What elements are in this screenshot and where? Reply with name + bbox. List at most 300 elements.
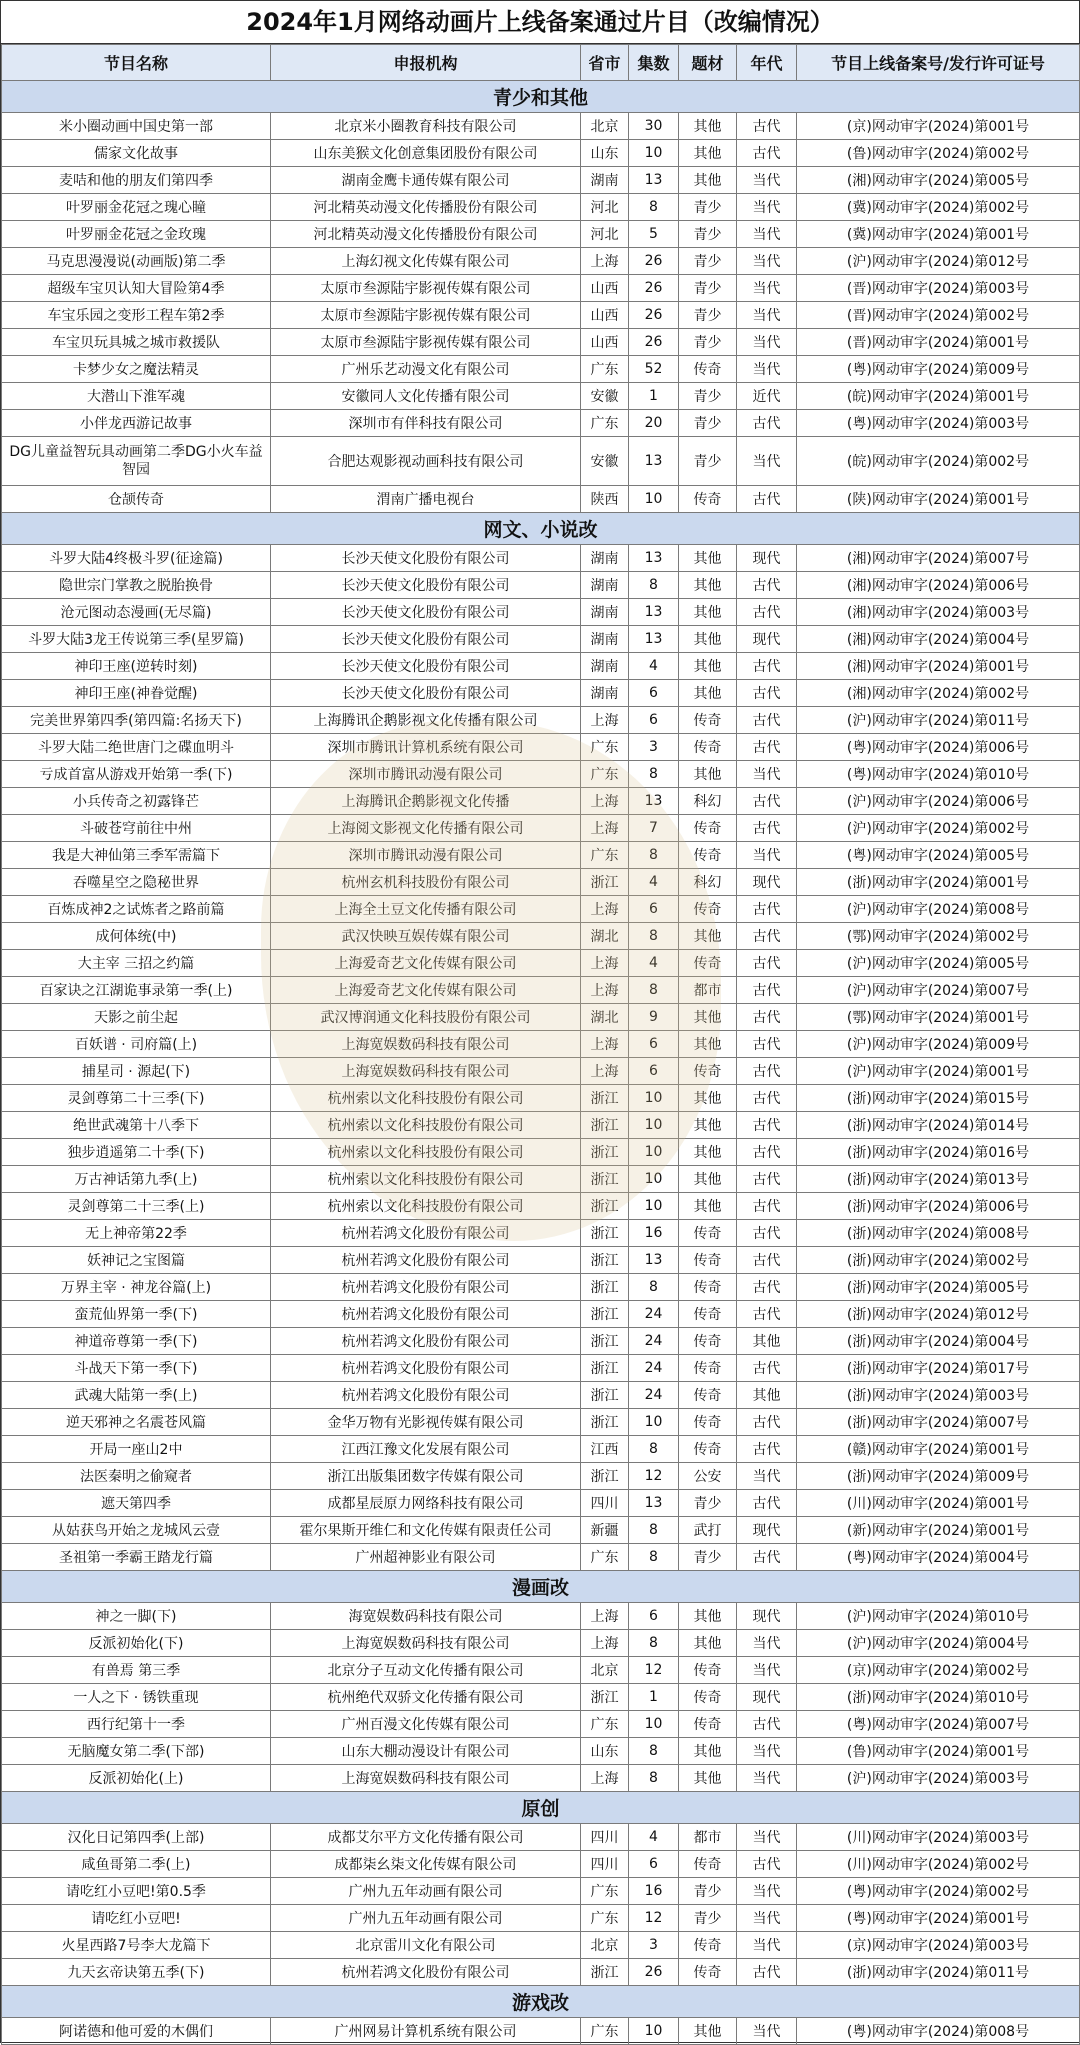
episodes-cell: 3 [629,1932,679,1959]
genre-cell: 都市 [679,977,737,1004]
episodes-cell: 26 [629,248,679,275]
genre-cell: 其他 [679,1139,737,1166]
episodes-cell: 8 [629,1436,679,1463]
title-cell: 吞噬星空之隐秘世界 [2,869,271,896]
province-cell: 湖南 [581,680,629,707]
title-cell: DG儿童益智玩具动画第二季DG小火车益智园 [2,437,271,486]
province-cell: 上海 [581,815,629,842]
license-number-cell: (浙)网动审字(2024)第003号 [797,1382,1080,1409]
table-row [2,1004,1080,1031]
license-number-cell: (湘)网动审字(2024)第001号 [797,653,1080,680]
license-number-cell: (粤)网动审字(2024)第006号 [797,734,1080,761]
title-cell: 神之一脚(下) [2,1603,271,1630]
table-row [2,1959,1080,1986]
province-cell: 浙江 [581,1382,629,1409]
title-cell: 蛮荒仙界第一季(下) [2,1301,271,1328]
license-number-cell: (沪)网动审字(2024)第006号 [797,788,1080,815]
table-row [2,545,1080,572]
episodes-cell: 1 [629,1684,679,1711]
license-number-cell: (浙)网动审字(2024)第001号 [797,869,1080,896]
table-row [2,275,1080,302]
province-cell: 浙江 [581,1301,629,1328]
title-cell: 神印王座(逆转时刻) [2,653,271,680]
table-row [2,788,1080,815]
table-row [2,1220,1080,1247]
era-cell: 当代 [737,167,797,194]
title-cell: 大主宰 三招之约篇 [2,950,271,977]
episodes-cell: 8 [629,1765,679,1792]
genre-cell: 其他 [679,1004,737,1031]
province-cell: 浙江 [581,1112,629,1139]
province-cell: 广东 [581,761,629,788]
organization-cell: 杭州若鸿文化股份有限公司 [271,1220,581,1247]
genre-cell: 其他 [679,1193,737,1220]
era-cell: 古代 [737,1139,797,1166]
organization-cell: 金华万物有光影视传媒有限公司 [271,1409,581,1436]
organization-cell: 山东美猴文化创意集团股份有限公司 [271,140,581,167]
era-cell: 近代 [737,383,797,410]
province-cell: 广东 [581,1905,629,1932]
era-cell: 古代 [737,977,797,1004]
episodes-cell: 8 [629,923,679,950]
province-cell: 安徽 [581,437,629,486]
table-row [2,1247,1080,1274]
organization-cell: 上海爱奇艺文化传媒有限公司 [271,977,581,1004]
genre-cell: 传奇 [679,1959,737,1986]
section-header-row [2,1792,1080,1824]
table-row [2,1851,1080,1878]
license-number-cell: (晋)网动审字(2024)第001号 [797,329,1080,356]
genre-cell: 传奇 [679,1328,737,1355]
title-cell: 有兽焉 第三季 [2,1657,271,1684]
organization-cell: 上海宽娱数码科技有限公司 [271,1765,581,1792]
era-cell: 其他 [737,1382,797,1409]
province-cell: 湖北 [581,1004,629,1031]
organization-cell: 广州九五年动画有限公司 [271,1905,581,1932]
title-cell: 百炼成神2之试炼者之路前篇 [2,896,271,923]
organization-cell: 长沙天使文化股份有限公司 [271,572,581,599]
title-cell: 无脑魔女第二季(下部) [2,1738,271,1765]
title-cell: 阿诺德和他可爱的木偶们 [2,2018,271,2045]
era-cell: 古代 [737,1166,797,1193]
episodes-cell: 13 [629,437,679,486]
episodes-cell: 5 [629,221,679,248]
province-cell: 浙江 [581,1684,629,1711]
genre-cell: 传奇 [679,1382,737,1409]
era-cell: 古代 [737,113,797,140]
genre-cell: 其他 [679,1085,737,1112]
episodes-cell: 26 [629,1959,679,1986]
license-number-cell: (湘)网动审字(2024)第005号 [797,167,1080,194]
province-cell: 浙江 [581,1085,629,1112]
genre-cell: 武打 [679,1517,737,1544]
table-row [2,626,1080,653]
episodes-cell: 6 [629,680,679,707]
province-cell: 湖南 [581,626,629,653]
title-cell: 圣祖第一季霸王踏龙行篇 [2,1544,271,1571]
organization-cell: 广州网易计算机系统有限公司 [271,2018,581,2045]
license-number-cell: (浙)网动审字(2024)第009号 [797,1463,1080,1490]
title-cell: 天影之前尘起 [2,1004,271,1031]
era-cell: 当代 [737,329,797,356]
genre-cell: 其他 [679,545,737,572]
section-header-row [2,81,1080,113]
era-cell: 当代 [737,1630,797,1657]
episodes-cell: 26 [629,329,679,356]
genre-cell: 传奇 [679,1684,737,1711]
organization-cell: 杭州索以文化科技股份有限公司 [271,1166,581,1193]
province-cell: 北京 [581,113,629,140]
episodes-cell: 10 [629,1139,679,1166]
era-cell: 当代 [737,437,797,486]
province-cell: 上海 [581,1765,629,1792]
license-number-cell: (粤)网动审字(2024)第007号 [797,1711,1080,1738]
license-number-cell: (浙)网动审字(2024)第008号 [797,1220,1080,1247]
era-cell: 当代 [737,1905,797,1932]
table-row [2,1932,1080,1959]
license-number-cell: (鲁)网动审字(2024)第001号 [797,1738,1080,1765]
title-cell: 斗破苍穹前往中州 [2,815,271,842]
era-cell: 古代 [737,599,797,626]
license-number-cell: (浙)网动审字(2024)第004号 [797,1328,1080,1355]
era-cell: 当代 [737,248,797,275]
genre-cell: 青少 [679,329,737,356]
era-cell: 古代 [737,1058,797,1085]
license-number-cell: (沪)网动审字(2024)第008号 [797,896,1080,923]
era-cell: 古代 [737,707,797,734]
title-cell: 车宝贝玩具城之城市救援队 [2,329,271,356]
province-cell: 湖南 [581,545,629,572]
title-cell: 叶罗丽金花冠之金玫瑰 [2,221,271,248]
organization-cell: 长沙天使文化股份有限公司 [271,545,581,572]
province-cell: 浙江 [581,1409,629,1436]
title-cell: 从姑获鸟开始之龙城风云壹 [2,1517,271,1544]
era-cell: 古代 [737,1959,797,1986]
era-cell: 现代 [737,545,797,572]
province-cell: 山东 [581,140,629,167]
genre-cell: 公安 [679,1463,737,1490]
era-cell: 古代 [737,1112,797,1139]
table-row [2,653,1080,680]
organization-cell: 杭州若鸿文化股份有限公司 [271,1382,581,1409]
license-number-cell: (粤)网动审字(2024)第010号 [797,761,1080,788]
era-cell: 古代 [737,653,797,680]
organization-cell: 杭州若鸿文化股份有限公司 [271,1247,581,1274]
episodes-cell: 6 [629,1603,679,1630]
organization-cell: 杭州绝代双骄文化传播有限公司 [271,1684,581,1711]
genre-cell: 传奇 [679,1436,737,1463]
table-row [2,1355,1080,1382]
title-cell: 一人之下 · 锈铁重现 [2,1684,271,1711]
episodes-cell: 10 [629,486,679,513]
genre-cell: 其他 [679,761,737,788]
genre-cell: 传奇 [679,734,737,761]
title-cell: 请吃红小豆吧!第0.5季 [2,1878,271,1905]
license-number-cell: (沪)网动审字(2024)第009号 [797,1031,1080,1058]
table-row [2,1166,1080,1193]
title-cell: 马克思漫漫说(动画版)第二季 [2,248,271,275]
title-cell: 叶罗丽金花冠之瑰心瞳 [2,194,271,221]
organization-cell: 成都星辰原力网络科技有限公司 [271,1490,581,1517]
episodes-cell: 30 [629,113,679,140]
genre-cell: 其他 [679,140,737,167]
episodes-cell: 3 [629,734,679,761]
episodes-cell: 10 [629,1166,679,1193]
genre-cell: 其他 [679,680,737,707]
license-number-cell: (沪)网动审字(2024)第005号 [797,950,1080,977]
era-cell: 古代 [737,140,797,167]
episodes-cell: 8 [629,761,679,788]
license-number-cell: (鄂)网动审字(2024)第002号 [797,923,1080,950]
genre-cell: 传奇 [679,950,737,977]
organization-cell: 河北精英动漫文化传播股份有限公司 [271,221,581,248]
genre-cell: 青少 [679,302,737,329]
license-number-cell: (浙)网动审字(2024)第013号 [797,1166,1080,1193]
organization-cell: 合肥达观影视动画科技有限公司 [271,437,581,486]
era-cell: 古代 [737,923,797,950]
license-number-cell: (沪)网动审字(2024)第002号 [797,815,1080,842]
title-cell: 咸鱼哥第二季(上) [2,1851,271,1878]
genre-cell: 青少 [679,383,737,410]
header-province: 省市 [581,45,629,81]
title-cell: 捕星司 · 源起(下) [2,1058,271,1085]
genre-cell: 青少 [679,1878,737,1905]
table-row [2,356,1080,383]
table-row [2,1878,1080,1905]
genre-cell: 其他 [679,1765,737,1792]
title-cell: 小伴龙西游记故事 [2,410,271,437]
era-cell: 当代 [737,1463,797,1490]
license-number-cell: (粤)网动审字(2024)第001号 [797,1905,1080,1932]
license-number-cell: (沪)网动审字(2024)第003号 [797,1765,1080,1792]
title-cell: 火星西路7号李大龙篇下 [2,1932,271,1959]
organization-cell: 山东大棚动漫设计有限公司 [271,1738,581,1765]
title-cell: 汉化日记第四季(上部) [2,1824,271,1851]
era-cell: 其他 [737,1328,797,1355]
table-row [2,1274,1080,1301]
genre-cell: 其他 [679,626,737,653]
organization-cell: 长沙天使文化股份有限公司 [271,599,581,626]
title-cell: 万界主宰 · 神龙谷篇(上) [2,1274,271,1301]
organization-cell: 深圳市腾讯动漫有限公司 [271,842,581,869]
episodes-cell: 13 [629,788,679,815]
era-cell: 古代 [737,1004,797,1031]
license-number-cell: (浙)网动审字(2024)第016号 [797,1139,1080,1166]
province-cell: 广东 [581,1544,629,1571]
province-cell: 安徽 [581,383,629,410]
province-cell: 浙江 [581,1247,629,1274]
province-cell: 广东 [581,1711,629,1738]
table-row [2,410,1080,437]
organization-cell: 成都艾尔平方文化传播有限公司 [271,1824,581,1851]
organization-cell: 深圳市腾讯动漫有限公司 [271,761,581,788]
table-row [2,221,1080,248]
section-title: 网文、小说改 [2,513,1080,545]
province-cell: 北京 [581,1932,629,1959]
table-row [2,680,1080,707]
province-cell: 广东 [581,2018,629,2045]
genre-cell: 传奇 [679,1355,737,1382]
era-cell: 当代 [737,842,797,869]
episodes-cell: 10 [629,140,679,167]
episodes-cell: 24 [629,1301,679,1328]
license-number-cell: (川)网动审字(2024)第001号 [797,1490,1080,1517]
era-cell: 现代 [737,626,797,653]
license-number-cell: (粤)网动审字(2024)第003号 [797,410,1080,437]
era-cell: 当代 [737,2018,797,2045]
province-cell: 四川 [581,1824,629,1851]
genre-cell: 传奇 [679,1247,737,1274]
genre-cell: 其他 [679,572,737,599]
license-number-cell: (沪)网动审字(2024)第001号 [797,1058,1080,1085]
organization-cell: 上海宽娱数码科技有限公司 [271,1058,581,1085]
organization-cell: 长沙天使文化股份有限公司 [271,626,581,653]
genre-cell: 传奇 [679,815,737,842]
episodes-cell: 13 [629,1247,679,1274]
genre-cell: 传奇 [679,1220,737,1247]
episodes-cell: 24 [629,1382,679,1409]
province-cell: 山西 [581,329,629,356]
genre-cell: 青少 [679,1490,737,1517]
era-cell: 当代 [737,1765,797,1792]
genre-cell: 其他 [679,167,737,194]
organization-cell: 浙江出版集团数字传媒有限公司 [271,1463,581,1490]
section-title: 游戏改 [2,1986,1080,2018]
episodes-cell: 13 [629,167,679,194]
table-row [2,437,1080,486]
organization-cell: 杭州若鸿文化股份有限公司 [271,1355,581,1382]
table-row [2,1463,1080,1490]
license-number-cell: (鄂)网动审字(2024)第001号 [797,1004,1080,1031]
episodes-cell: 13 [629,545,679,572]
license-number-cell: (浙)网动审字(2024)第017号 [797,1355,1080,1382]
era-cell: 古代 [737,1301,797,1328]
genre-cell: 其他 [679,1630,737,1657]
episodes-cell: 10 [629,1711,679,1738]
title-cell: 神印王座(神眷觉醒) [2,680,271,707]
genre-cell: 传奇 [679,486,737,513]
license-number-cell: (冀)网动审字(2024)第001号 [797,221,1080,248]
genre-cell: 其他 [679,1738,737,1765]
title-cell: 百家诀之江湖诡事录第一季(上) [2,977,271,1004]
title-cell: 沧元图动态漫画(无尽篇) [2,599,271,626]
organization-cell: 太原市叁源陆宇影视传媒有限公司 [271,275,581,302]
episodes-cell: 8 [629,194,679,221]
title-cell: 斗罗大陆4终极斗罗(征途篇) [2,545,271,572]
province-cell: 山西 [581,275,629,302]
title-cell: 法医秦明之偷窥者 [2,1463,271,1490]
era-cell: 古代 [737,1031,797,1058]
title-cell: 超级车宝贝认知大冒险第4季 [2,275,271,302]
episodes-cell: 6 [629,1031,679,1058]
province-cell: 四川 [581,1851,629,1878]
era-cell: 古代 [737,1490,797,1517]
license-number-cell: (湘)网动审字(2024)第007号 [797,545,1080,572]
era-cell: 现代 [737,869,797,896]
episodes-cell: 16 [629,1878,679,1905]
license-number-cell: (沪)网动审字(2024)第012号 [797,248,1080,275]
era-cell: 当代 [737,356,797,383]
genre-cell: 传奇 [679,1301,737,1328]
episodes-cell: 8 [629,1274,679,1301]
title-cell: 反派初始化(下) [2,1630,271,1657]
title-cell: 斗战天下第一季(下) [2,1355,271,1382]
license-number-cell: (浙)网动审字(2024)第015号 [797,1085,1080,1112]
province-cell: 河北 [581,221,629,248]
era-cell: 古代 [737,1274,797,1301]
table-header-row [2,45,1080,81]
license-number-cell: (浙)网动审字(2024)第011号 [797,1959,1080,1986]
table-row [2,302,1080,329]
era-cell: 现代 [737,1684,797,1711]
province-cell: 广东 [581,842,629,869]
organization-cell: 上海爱奇艺文化传媒有限公司 [271,950,581,977]
episodes-cell: 16 [629,1220,679,1247]
license-number-cell: (浙)网动审字(2024)第002号 [797,1247,1080,1274]
episodes-cell: 10 [629,1193,679,1220]
organization-cell: 成都柒幺柒文化传媒有限公司 [271,1851,581,1878]
genre-cell: 其他 [679,1031,737,1058]
title-cell: 万古神话第九季(上) [2,1166,271,1193]
era-cell: 古代 [737,734,797,761]
episodes-cell: 6 [629,896,679,923]
genre-cell: 传奇 [679,1711,737,1738]
organization-cell: 广州百漫文化传媒有限公司 [271,1711,581,1738]
title-cell: 斗罗大陆二绝世唐门之碟血明斗 [2,734,271,761]
era-cell: 现代 [737,1603,797,1630]
section-title: 原创 [2,1792,1080,1824]
title-cell: 百妖谱 · 司府篇(上) [2,1031,271,1058]
episodes-cell: 8 [629,1517,679,1544]
province-cell: 浙江 [581,1139,629,1166]
genre-cell: 其他 [679,113,737,140]
organization-cell: 上海幻视文化传媒有限公司 [271,248,581,275]
era-cell: 古代 [737,1436,797,1463]
title-cell: 完美世界第四季(第四篇:名扬天下) [2,707,271,734]
organization-cell: 杭州索以文化科技股份有限公司 [271,1112,581,1139]
organization-cell: 武汉博润通文化科技股份有限公司 [271,1004,581,1031]
license-number-cell: (粤)网动审字(2024)第008号 [797,2018,1080,2045]
province-cell: 湖南 [581,167,629,194]
episodes-cell: 7 [629,815,679,842]
province-cell: 上海 [581,977,629,1004]
table-row [2,1085,1080,1112]
table-row [2,896,1080,923]
section-title: 漫画改 [2,1571,1080,1603]
era-cell: 古代 [737,1711,797,1738]
era-cell: 古代 [737,950,797,977]
title-cell: 仓颉传奇 [2,486,271,513]
province-cell: 上海 [581,707,629,734]
section-header-row [2,513,1080,545]
organization-cell: 杭州索以文化科技股份有限公司 [271,1085,581,1112]
table-row [2,194,1080,221]
organization-cell: 上海腾讯企鹅影视文化传播有限公司 [271,707,581,734]
license-number-cell: (皖)网动审字(2024)第001号 [797,383,1080,410]
province-cell: 上海 [581,1031,629,1058]
genre-cell: 传奇 [679,356,737,383]
episodes-cell: 52 [629,356,679,383]
table-row [2,1738,1080,1765]
province-cell: 上海 [581,1603,629,1630]
era-cell: 古代 [737,410,797,437]
organization-cell: 太原市叁源陆宇影视传媒有限公司 [271,329,581,356]
organization-cell: 深圳市有伴科技有限公司 [271,410,581,437]
table-row [2,1711,1080,1738]
province-cell: 湖南 [581,653,629,680]
province-cell: 广东 [581,1878,629,1905]
title-cell: 独步逍遥第二十季(下) [2,1139,271,1166]
